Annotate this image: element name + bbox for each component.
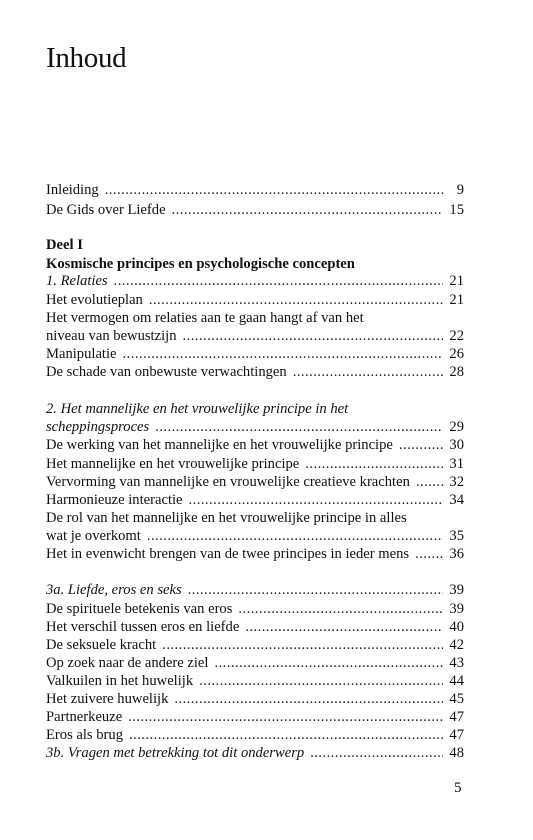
toc-entry-label: Het zuivere huwelijk: [46, 691, 169, 707]
leader-dots: [105, 180, 444, 200]
leader-dots: [114, 271, 444, 291]
toc-entry-label: Inleiding: [46, 182, 99, 198]
toc-entry-page: 32: [449, 474, 464, 490]
leader-dots: [293, 362, 444, 382]
leader-dots: [147, 526, 444, 546]
toc-entry-page: 22: [449, 328, 464, 344]
toc-entry-label: wat je overkomt: [46, 528, 141, 544]
toc-entry-label: Het in evenwicht brengen van de twee principes in ieder mens: [46, 546, 410, 562]
leader-dots: [214, 653, 443, 673]
toc-entry-label: Op zoek naar de andere ziel: [46, 655, 209, 671]
toc-entry-page: 28: [449, 364, 464, 380]
section-heading-label: 3a. Liefde, eros en seks: [46, 582, 182, 598]
toc-entry-label: De spirituele betekenis van eros: [46, 601, 233, 617]
leader-dots: [172, 200, 444, 220]
part-label: Deel I: [46, 237, 83, 253]
toc-entry[interactable]: [46, 344, 464, 364]
toc-entry-label: De schade van onbewuste verwachtingen: [46, 364, 287, 380]
toc-entry[interactable]: [46, 326, 464, 346]
section-heading-page: 39: [449, 582, 464, 598]
toc-entry-label: De werking van het mannelijke en het vrouwelijke principe: [46, 437, 393, 453]
toc-entry-label: Vervorming van mannelijke en vrouwelijke creatieve krachten: [46, 474, 410, 490]
leader-dots: [415, 544, 443, 564]
leader-dots: [238, 599, 443, 619]
toc-entry-page: 26: [449, 346, 464, 362]
toc-entry[interactable]: [46, 435, 464, 455]
page-number: 5: [454, 780, 462, 796]
toc-entry[interactable]: [46, 599, 464, 619]
leader-dots: [199, 671, 443, 691]
page-title: Inhoud: [46, 42, 127, 74]
section-heading-liefde[interactable]: [46, 580, 464, 600]
toc-entry[interactable]: [46, 725, 464, 745]
part-subtitle: Kosmische principes en psychologische concepten: [46, 256, 355, 272]
toc-entry[interactable]: [46, 617, 464, 637]
toc-entry[interactable]: [46, 526, 464, 546]
section-heading-line1[interactable]: 2. Het mannelijke en het vrouwelijke principe in het: [46, 401, 349, 417]
leader-dots: [183, 326, 444, 346]
toc-entry-page: 31: [449, 456, 464, 472]
toc-entry-label: De Gids over Liefde: [46, 202, 166, 218]
leader-dots: [245, 617, 443, 637]
toc-entry-page: 42: [449, 637, 464, 653]
toc-entry[interactable]: [46, 490, 464, 510]
toc-entry-label-line1[interactable]: Het vermogen om relaties aan te gaan hangt af van het: [46, 310, 364, 326]
toc-entry-page: 21: [449, 292, 464, 308]
section-heading-label: 1. Relaties: [46, 273, 108, 289]
toc-entry[interactable]: [46, 454, 464, 474]
toc-entry[interactable]: [46, 544, 464, 564]
section-heading-mannelijk[interactable]: [46, 417, 464, 437]
leader-dots: [129, 725, 443, 745]
toc-entry-label: De seksuele kracht: [46, 637, 157, 653]
toc-entry[interactable]: [46, 689, 464, 709]
section-heading-label: scheppingsproces: [46, 419, 150, 435]
leader-dots: [189, 490, 444, 510]
toc-entry-label: Het mannelijke en het vrouwelijke principe: [46, 456, 300, 472]
toc-entry-page: 45: [449, 691, 464, 707]
toc-entry-label: Manipulatie: [46, 346, 117, 362]
toc-entry-page: 35: [449, 528, 464, 544]
toc-entry-page: 43: [449, 655, 464, 671]
toc-entry[interactable]: [46, 671, 464, 691]
leader-dots: [155, 417, 443, 437]
toc-entry-page: 47: [449, 709, 464, 725]
toc-entry[interactable]: [46, 635, 464, 655]
toc-entry-page: 15: [449, 202, 464, 218]
leader-dots: [149, 290, 444, 310]
section-heading-page: 29: [449, 419, 464, 435]
toc-entry-label: Eros als brug: [46, 727, 124, 743]
toc-entry[interactable]: [46, 362, 464, 382]
toc-entry-label: Harmonieuze interactie: [46, 492, 183, 508]
section-heading-relaties[interactable]: [46, 271, 464, 291]
leader-dots: [123, 344, 444, 364]
toc-entry-label: niveau van bewustzijn: [46, 328, 177, 344]
leader-dots: [188, 580, 444, 600]
section-heading-vragen[interactable]: [46, 743, 464, 763]
toc-entry-label-line1[interactable]: De rol van het mannelijke en het vrouwelijke principe in alles: [46, 510, 407, 526]
toc-entry-page: 44: [449, 673, 464, 689]
toc-entry[interactable]: [46, 472, 464, 492]
section-heading-label: 3b. Vragen met betrekking tot dit onderwerp: [46, 745, 305, 761]
leader-dots: [174, 689, 443, 709]
leader-dots: [305, 454, 443, 474]
toc-entry-label: Partnerkeuze: [46, 709, 123, 725]
toc-entry[interactable]: [46, 290, 464, 310]
toc-entry-inleiding[interactable]: [46, 180, 464, 200]
toc-entry-page: 40: [449, 619, 464, 635]
toc-entry-label: Valkuilen in het huwelijk: [46, 673, 194, 689]
leader-dots: [310, 743, 443, 763]
leader-dots: [128, 707, 443, 727]
toc-entry-page: 34: [449, 492, 464, 508]
toc-entry-page: 9: [456, 182, 464, 198]
toc-entry-page: 30: [449, 437, 464, 453]
toc-entry[interactable]: [46, 707, 464, 727]
toc-entry[interactable]: [46, 653, 464, 673]
section-heading-page: 21: [449, 273, 464, 289]
section-heading-page: 48: [449, 745, 464, 761]
toc-entry-label: Het evolutieplan: [46, 292, 143, 308]
toc-entry-gids[interactable]: [46, 200, 464, 220]
toc-entry-page: 39: [449, 601, 464, 617]
leader-dots: [162, 635, 443, 655]
toc-entry-label: Het verschil tussen eros en liefde: [46, 619, 240, 635]
toc-entry-page: 36: [449, 546, 464, 562]
leader-dots: [416, 472, 444, 492]
toc-entry-page: 47: [449, 727, 464, 743]
leader-dots: [399, 435, 444, 455]
